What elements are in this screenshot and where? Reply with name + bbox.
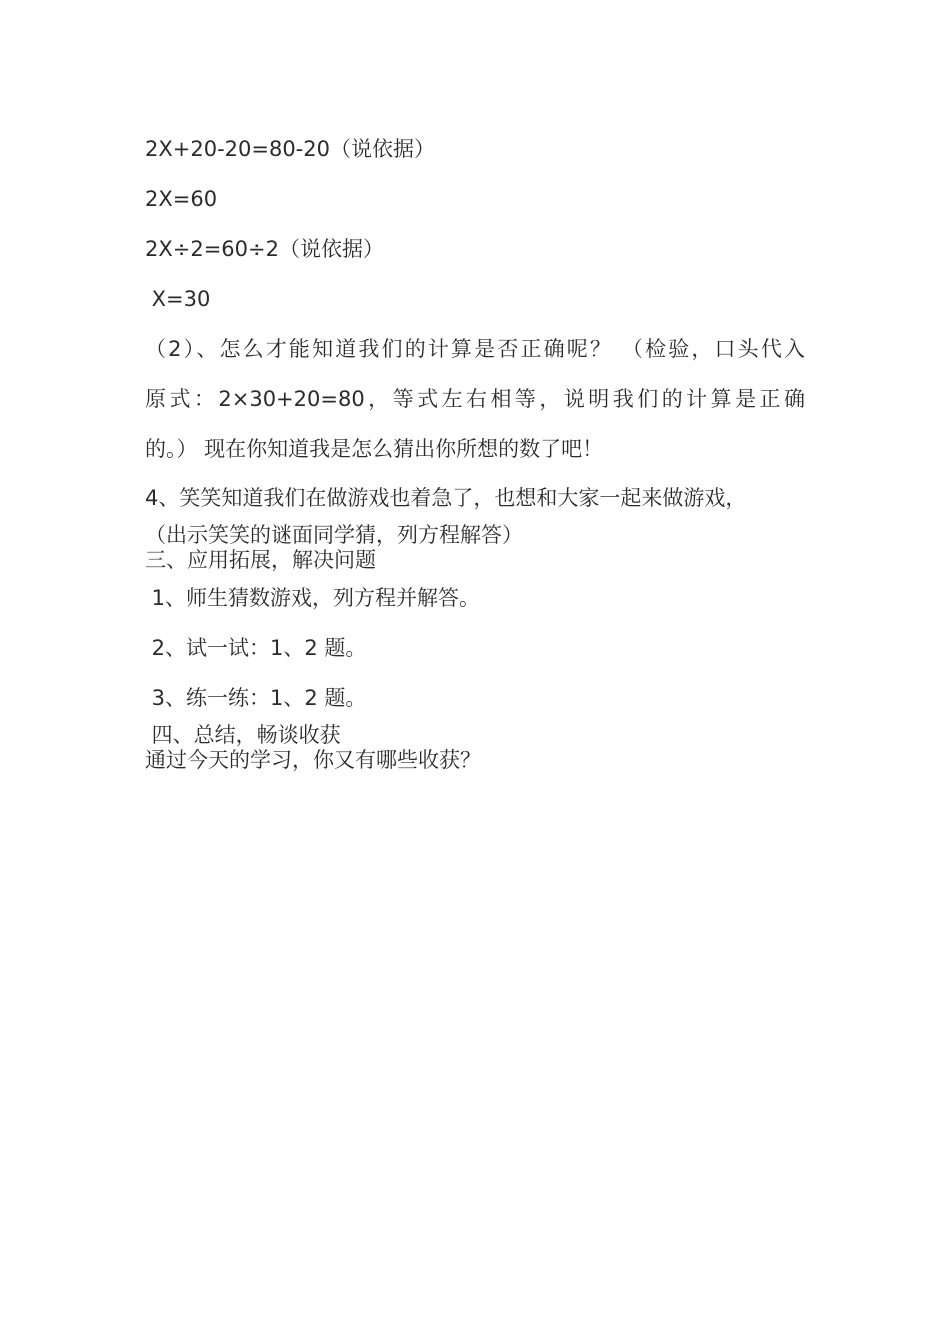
equation-step-2: 2X=60 <box>145 187 218 211</box>
verification-question: （2）、怎么才能知道我们的计算是否正确呢？ （检验，口头代入 <box>145 337 805 361</box>
verification-conclusion: 的。） 现在你知道我是怎么猜出你所想的数了吧！ <box>145 437 604 461</box>
exercise-2: 2、试一试：1、2 题。 <box>145 636 367 660</box>
activity-4-text: 4、笑笑知道我们在做游戏也着急了，也想和大家一起来做游戏， <box>145 486 747 510</box>
closing-question: 通过今天的学习，你又有哪些收获？ <box>145 748 481 772</box>
section-3-heading: 三、应用拓展，解决问题 <box>145 548 376 572</box>
section-4-heading: 四、总结，畅谈收获 <box>145 723 341 747</box>
exercise-3: 3、练一练：1、2 题。 <box>145 686 367 710</box>
verification-detail: 原式：2×30+20=80，等式左右相等，说明我们的计算是正确 <box>145 387 805 411</box>
equation-step-3: 2X÷2=60÷2（说依据） <box>145 237 384 261</box>
exercise-1: 1、师生猜数游戏，列方程并解答。 <box>145 586 481 610</box>
equation-result: X=30 <box>145 287 211 311</box>
activity-4-note: （出示笑笑的谜面同学猜，列方程解答） <box>145 523 523 547</box>
equation-step-1: 2X+20-20=80-20（说依据） <box>145 137 435 161</box>
